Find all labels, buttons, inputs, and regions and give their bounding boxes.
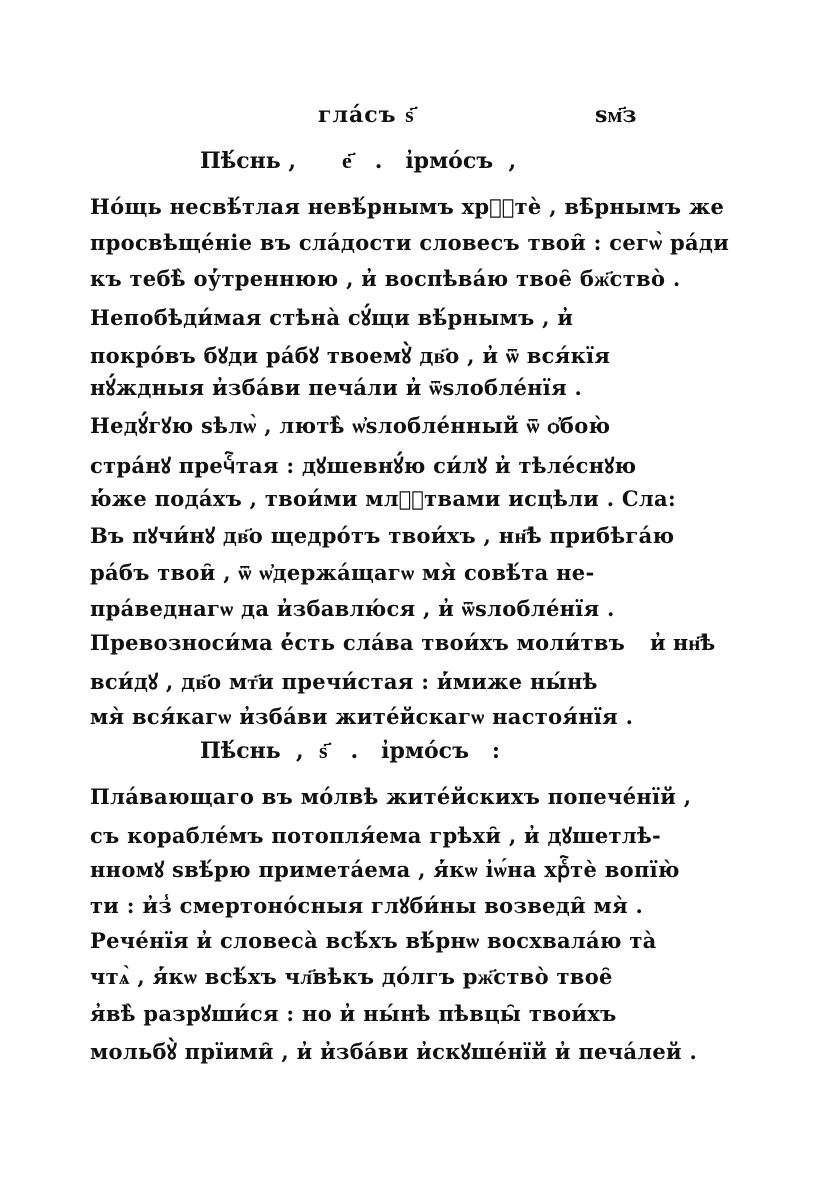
ode-5-line-2: просвѣще́ніе въ сла́дости словесъ твои̑ : сегѡ̀ ра́ди	[90, 230, 730, 255]
ode-6-title: Пѣ́снь , ѕ҃ . і̓рмо́съ :	[200, 738, 501, 764]
ode-5-line-7: Недꙋ́гꙋю ѕѣлѡ̀ , лютѣ̀ ѡ̓ѕлобле́нный ѿ ѻ҆бою̀	[90, 413, 611, 438]
ode-5-line-9: ю̓́же пода́хъ , твои́ми млⷭ҇твами исцѣли . Сла:	[90, 486, 676, 511]
ode-5-line-1: Но́щь несвѣ́тлая невѣ́рнымъ хрⷭ҇тѐ , вѣ̑рнымъ же	[90, 194, 725, 219]
ode-5-line-11: ра́бъ твои̑ , ѿ ѡ̓держа́щагѡ мя̀ совѣ́та не-	[90, 560, 595, 585]
ode-6-line-7: я̓вѣ̀ разрꙋши́ся : но и̓ ны́нѣ пѣвцы̑ твои́хъ	[90, 1001, 617, 1026]
ode-5-line-10: Въ пꙋчи́нꙋ дв҃о щедро́тъ твои́хъ , нн҃ѣ прибѣга́ю	[90, 523, 675, 548]
ode-5-line-14: вси́дꙋ , дв҃о мт҃и пречи́стая : и̓́миже ны́нѣ	[90, 669, 598, 694]
ode-6-line-3: нномꙋ ѕвѣ́рю примета́ема , я̓́кѡ і̓ѡ́на хрⷭ҇тѐ вопїю̀	[90, 857, 680, 882]
running-header	[0, 96, 840, 136]
ode-6-line-4: ти : и̓з̾ смертоно́сныя глꙋби́ны возведи̑ мя̀ .	[90, 893, 644, 918]
margin-note: и̓ нн҃ѣ	[650, 630, 716, 655]
ode-5-line-15: мя̀ вся́кагѡ и̓зба́ви жите́йскагѡ настоя́нїя .	[90, 704, 634, 729]
ode-6-line-6: чтѧ̀ , я̓́кѡ всѣ́хъ чл҃вѣкъ до́лгъ рж҃ство̀ твое̑	[90, 964, 613, 989]
ode-6-line-5: Рече́нїя и̓ словеса̀ всѣ́хъ вѣ́рнѡ восхвала́ю та̀	[90, 928, 657, 953]
ode-5-line-8: стра́нꙋ пречⷭ҇тая : дꙋшевнꙋ́ю си́лꙋ и̓ тѣле́снꙋю	[90, 453, 637, 478]
ode-5-line-6: нꙋ́ждныя и̓зба́ви печа́ли и̓ ѿѕлобле́нїя .	[90, 375, 583, 400]
ode-6-line-2: съ корабле́мъ потопля́ема грѣхи̑ , и̓ дꙋшетлѣ-	[90, 823, 662, 848]
ode-5-line-12: пра́веднагѡ да и̓збавлю́ся , и̓ ѿѕлобле́нїя .	[90, 596, 615, 621]
folio-number: ѕм҃з	[595, 102, 637, 128]
ode-5-line-4: Непобѣди́мая стѣна̀ сꙋ́щи вѣ́рнымъ , и̓	[90, 305, 574, 330]
ode-5-line-3: къ тебѣ̀ оу̓́треннюю , и̓ воспѣва́ю твое̑ бж҃ство̀ .	[90, 266, 681, 291]
ode-6-line-8: мольбꙋ̀ прїими̑ , и̓ и̓зба́ви и̓скꙋше́нїй и̓ печа́лей .	[90, 1039, 698, 1064]
ode-5-line-5: покро́въ бꙋди ра́бꙋ твоемꙋ̀ дв҃о , и̓ ѿ вся́кїя	[90, 343, 611, 368]
tone-label: гла́съ ѕ҃	[318, 102, 415, 128]
ode-5-title: Пѣ́снь , е҃ . і̓рмо́съ ,	[200, 148, 517, 174]
ode-6-line-1: Пла́вающаго въ мо́лвѣ жите́йскихъ попече́нїй ,	[90, 784, 692, 809]
ode-5-line-13: Превозноси́ма е̓́сть сла́ва твои́хъ моли́твъ	[90, 630, 626, 655]
